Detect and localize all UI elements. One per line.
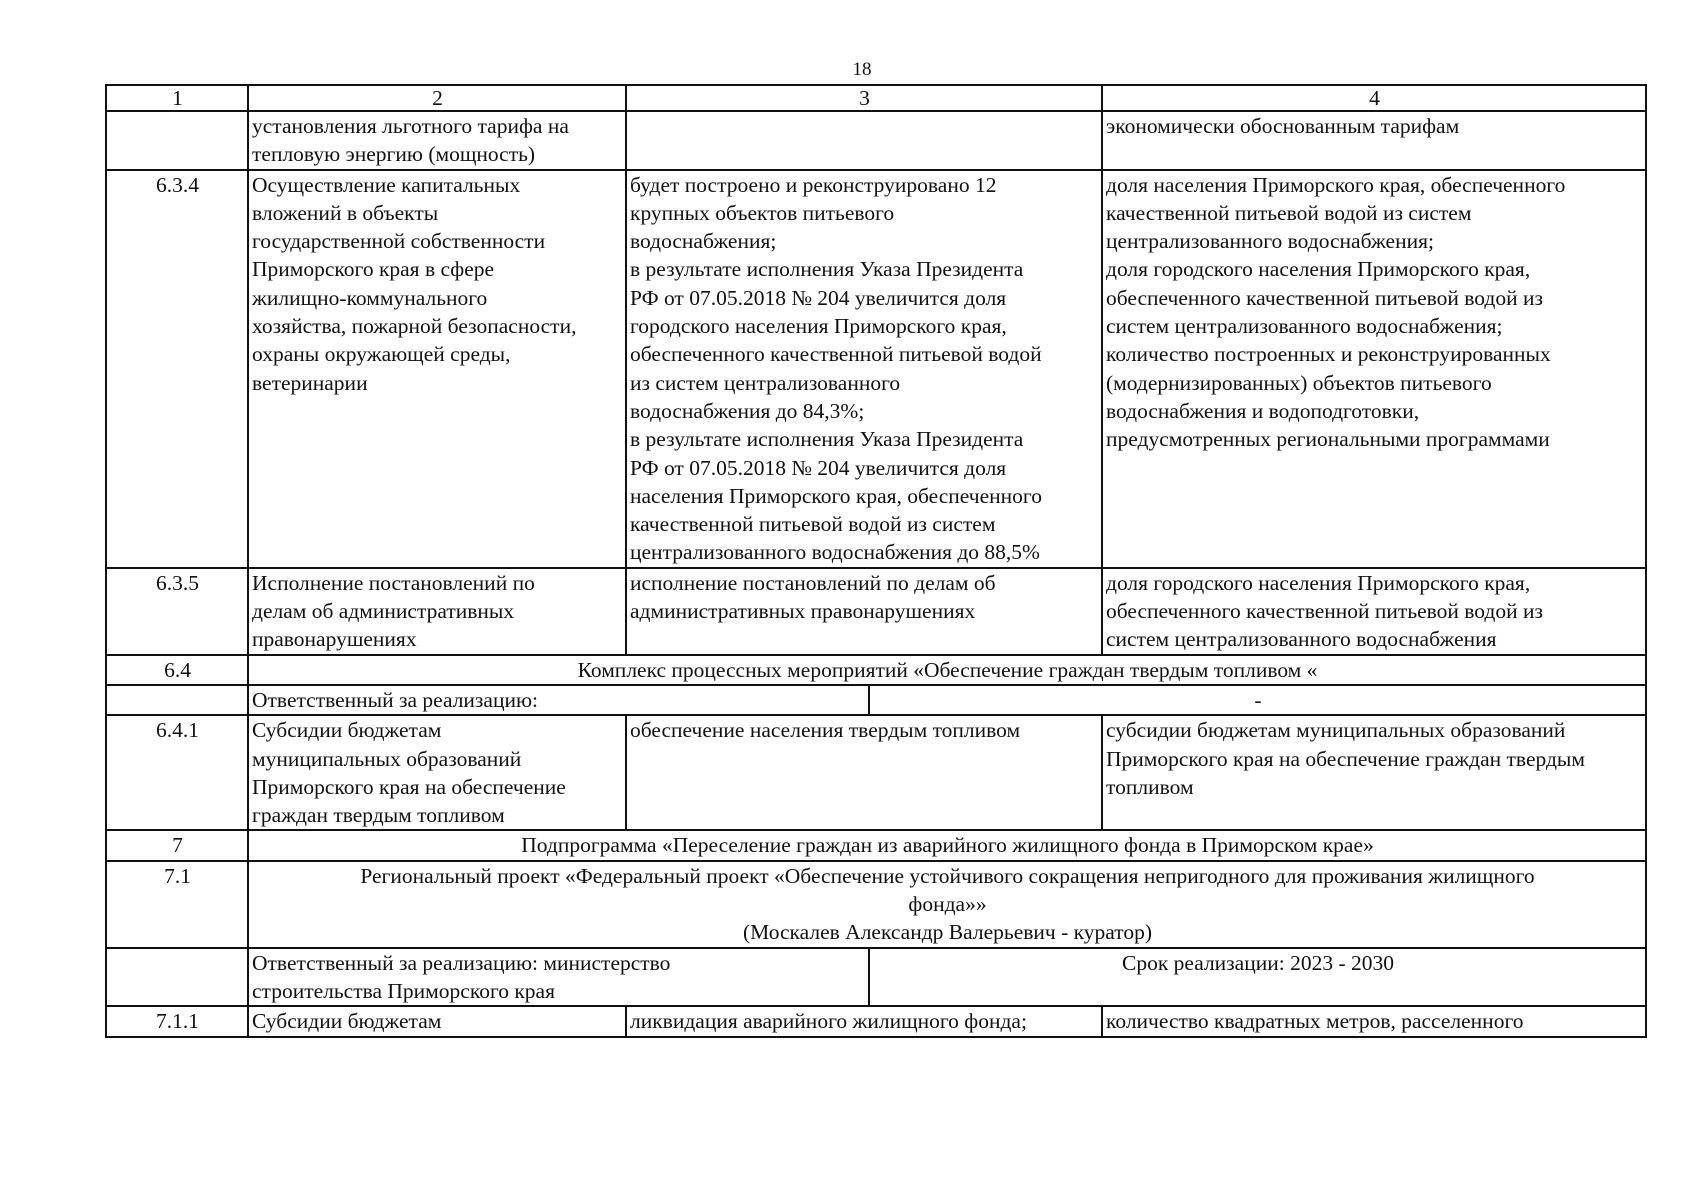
expected-result-cell: будет построено и реконструировано 12 крупных объектов питьевого водоснабжения; в результате исполнения Указа Президента РФ от 07.05.2018 № 204 увеличится доля городского населения Приморского края, обеспеченного качественной питьевой водой из систем централизованного водоснабжения до 84,3%; в результате исполнения Указа Президента РФ от 07.05.2018 № 204 увеличится доля населения Приморского края, обеспеченного качественной питьевой водой из систем централизованного водоснабжения до 88,5% bbox=[626, 170, 1102, 568]
indicator-cell: экономически обоснованным тарифам bbox=[1102, 111, 1646, 170]
section-title: Комплекс процессных мероприятий «Обеспечение граждан твердым топливом « bbox=[248, 655, 1646, 685]
column-header-row bbox=[106, 85, 1646, 111]
empty-cell bbox=[106, 685, 248, 715]
responsible-row bbox=[106, 948, 1646, 1007]
expected-result-cell: обеспечение населения твердым топливом bbox=[626, 715, 1102, 830]
section-row bbox=[106, 861, 1646, 948]
responsible-row bbox=[106, 685, 1646, 715]
section-title: Подпрограмма «Переселение граждан из аварийного жилищного фонда в Приморском крае» bbox=[248, 830, 1646, 860]
expected-result-cell: ликвидация аварийного жилищного фонда; bbox=[626, 1006, 1102, 1036]
term-cell: - bbox=[869, 685, 1646, 715]
row-number: 6.3.5 bbox=[106, 568, 248, 655]
table-row bbox=[106, 1006, 1646, 1036]
indicator-cell: доля населения Приморского края, обеспеченного качественной питьевой водой из систем централизованного водоснабжения; доля городского населения Приморского края, обеспеченного качественной питьевой водой из систем централизованного водоснабжения; количество построенных и реконструированных (модернизированных) объектов питьевого водоснабжения и водоподготовки, предусмотренных региональными программами bbox=[1102, 170, 1646, 568]
column-header-3: 3 bbox=[626, 85, 1102, 111]
row-number: 7.1.1 bbox=[106, 1006, 248, 1036]
event-name-cell: установления льготного тарифа на тепловую энергию (мощность) bbox=[248, 111, 626, 170]
empty-cell bbox=[106, 948, 248, 1007]
indicator-cell: доля городского населения Приморского края, обеспеченного качественной питьевой водой из систем централизованного водоснабжения bbox=[1102, 568, 1646, 655]
table-row bbox=[106, 715, 1646, 830]
row-number bbox=[106, 111, 248, 170]
event-name-cell: Субсидии бюджетам муниципальных образований Приморского края на обеспечение граждан твердым топливом bbox=[248, 715, 626, 830]
column-header-1: 1 bbox=[106, 85, 248, 111]
indicator-cell: количество квадратных метров, расселенного bbox=[1102, 1006, 1646, 1036]
table-row bbox=[106, 111, 1646, 170]
event-name-cell: Осуществление капитальных вложений в объекты государственной собственности Приморского края в сфере жилищно-коммунального хозяйства, пожарной безопасности, охраны окружающей среды, ветеринарии bbox=[248, 170, 626, 568]
column-header-2: 2 bbox=[248, 85, 626, 111]
responsible-cell: Ответственный за реализацию: bbox=[248, 685, 869, 715]
program-table bbox=[105, 84, 1647, 1038]
section-row bbox=[106, 655, 1646, 685]
responsible-cell: Ответственный за реализацию: министерство строительства Приморского края bbox=[248, 948, 869, 1007]
page-number: 18 bbox=[852, 59, 872, 80]
event-name-cell: Субсидии бюджетам bbox=[248, 1006, 626, 1036]
table-row bbox=[106, 170, 1646, 568]
table-row bbox=[106, 568, 1646, 655]
section-number: 7 bbox=[106, 830, 248, 860]
event-name-cell: Исполнение постановлений по делам об административных правонарушениях bbox=[248, 568, 626, 655]
row-number: 6.4.1 bbox=[106, 715, 248, 830]
row-number: 6.3.4 bbox=[106, 170, 248, 568]
term-cell: Срок реализации: 2023 - 2030 bbox=[869, 948, 1646, 1007]
section-number: 7.1 bbox=[106, 861, 248, 948]
section-title: Региональный проект «Федеральный проект «Обеспечение устойчивого сокращения непригодного для проживания жилищного фонда»» (Москалев Александр Валерьевич - куратор) bbox=[248, 861, 1646, 948]
section-row bbox=[106, 830, 1646, 860]
indicator-cell: субсидии бюджетам муниципальных образований Приморского края на обеспечение граждан твердым топливом bbox=[1102, 715, 1646, 830]
section-number: 6.4 bbox=[106, 655, 248, 685]
expected-result-cell bbox=[626, 111, 1102, 170]
column-header-4: 4 bbox=[1102, 85, 1646, 111]
expected-result-cell: исполнение постановлений по делам об административных правонарушениях bbox=[626, 568, 1102, 655]
